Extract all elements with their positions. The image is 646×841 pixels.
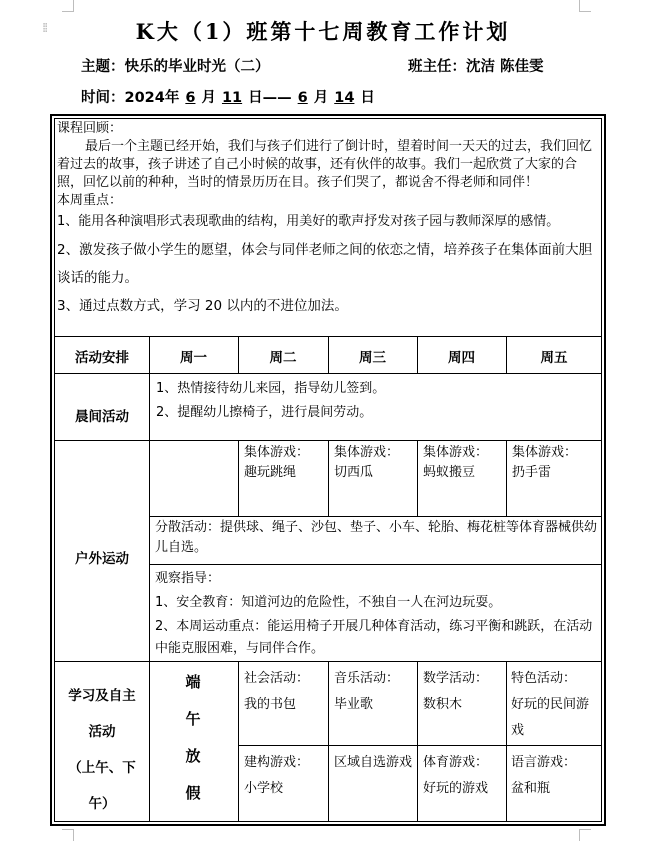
course-review	[55, 120, 603, 320]
game-thu-name: 蚂蚁搬豆	[423, 465, 476, 480]
guide-line-2: 2、本周运动重点：能运用椅子开展几种体育活动，练习平衡和跳跃，在活动中能克服困难，与同伴合作。	[155, 619, 593, 656]
language-game-title: 语言游戏：	[511, 755, 577, 770]
game-fri-title: 集体游戏：	[512, 445, 578, 460]
rule-games-bottom	[149, 516, 602, 517]
crop-mark-top-left	[62, 0, 74, 12]
game-fri-name: 扔手雷	[512, 465, 552, 480]
sport-game-title: 体育游戏：	[423, 755, 489, 770]
rule-games-col-1	[238, 440, 239, 516]
rule-study-col-2	[328, 661, 329, 821]
crop-mark-bottom-left	[62, 829, 74, 841]
theme-line: 主题：快乐的毕业时光（二）	[81, 59, 270, 75]
rule-games-col-2	[328, 440, 329, 516]
study-label-3: （上午、下	[68, 760, 136, 776]
time-day-end: 14	[334, 90, 355, 106]
holiday-char-2: 午	[185, 710, 201, 728]
focus-point-1: 1、能用各种演唱形式表现歌曲的结构，用美好的歌声抒发对孩子园与教师深厚的感情。	[57, 214, 560, 229]
area-game-title: 区域自选游戏	[334, 755, 413, 770]
language-game-name: 盆和瓶	[511, 781, 551, 796]
time-month-end: 6	[297, 90, 308, 106]
game-tue-title: 集体游戏：	[244, 445, 310, 460]
time-month-label-end: 月	[313, 90, 329, 106]
time-day-start: 11	[221, 90, 243, 106]
review-heading: 课程回顾：	[57, 121, 123, 136]
game-wed-name: 切西瓜	[334, 465, 374, 480]
sport-game-name: 好玩的游戏	[423, 781, 489, 796]
music-activity-title: 音乐活动：	[334, 671, 400, 686]
time-month-start: 6	[185, 90, 196, 106]
header-mon: 周一	[180, 350, 207, 366]
crop-mark-top-right	[579, 0, 591, 12]
crop-mark-bottom-right	[579, 829, 591, 841]
outdoor-label: 户外运动	[75, 551, 129, 567]
rule-study-middle	[238, 745, 602, 746]
rule-free-bottom	[149, 564, 602, 565]
time-prefix: 时间：2024年	[81, 90, 180, 106]
focus-point-2: 2、激发孩子做小学生的愿望，体会与同伴老师之间的依恋之情，培养孩子在集体面前大胆谈话的能力。	[57, 242, 593, 286]
page-title: K大（1）班第十七周教育工作计划	[135, 19, 511, 44]
free-activity-text: 分散活动：提供球、绳子、沙包、垫子、小车、轮胎、梅花桩等体育器械供幼儿自选。	[155, 520, 598, 555]
social-activity-name: 我的书包	[244, 697, 297, 712]
build-game-name: 小学校	[244, 781, 284, 796]
special-activity-title: 特色活动：	[511, 671, 577, 686]
morning-label: 晨间活动	[75, 409, 129, 425]
music-activity-name: 毕业歌	[334, 697, 374, 712]
study-label-4: 午）	[88, 796, 116, 812]
header-activity: 活动安排	[75, 350, 129, 366]
header-fri: 周五	[540, 350, 568, 366]
holiday-char-3: 放	[185, 747, 201, 765]
focus-heading: 本周重点：	[57, 193, 123, 208]
teacher-line: 班主任：沈洁 陈佳雯	[408, 59, 544, 75]
study-label-2: 活动	[88, 724, 116, 740]
time-separator: 日——	[248, 90, 292, 106]
header-tue: 周二	[269, 350, 297, 366]
drag-handle-icon[interactable]: ⁞⁞	[42, 21, 47, 36]
math-activity-name: 数积木	[423, 697, 463, 712]
time-month-label: 月	[201, 90, 216, 106]
special-activity-name: 好玩的民间游戏	[511, 697, 590, 738]
holiday-char-1: 端	[185, 673, 201, 691]
focus-point-3: 3、通过点数方式，学习 20 以内的不进位加法。	[57, 298, 348, 314]
rule-study-col-1	[238, 661, 239, 821]
guide-heading: 观察指导：	[155, 571, 221, 586]
header-thu: 周四	[448, 350, 475, 366]
game-thu-title: 集体游戏：	[423, 445, 489, 460]
time-line	[81, 86, 375, 107]
review-text: 最后一个主题已经开始，我们与孩子们进行了倒计时，望着时间一天天的过去，我们回忆着过去的故事，孩子讲述了自己小时候的故事，还有伙伴的故事。我们一起欣赏了大家的合照，回忆以前的种种，当时的情景历历在目。孩子们哭了，都说舍不得老师和同伴！	[57, 139, 593, 190]
study-label-1: 学习及自主	[68, 688, 136, 704]
guide-line-1: 1、安全教育：知道河边的危险性，不独自一人在河边玩耍。	[155, 595, 502, 610]
build-game-title: 建构游戏：	[244, 755, 310, 770]
header-wed: 周三	[359, 350, 386, 366]
time-day-label: 日	[360, 90, 375, 106]
holiday-char-4: 假	[185, 784, 201, 802]
game-tue-name: 趣玩跳绳	[244, 465, 297, 480]
rule-label-col	[149, 336, 150, 821]
social-activity-title: 社会活动：	[244, 671, 310, 686]
morning-line-1: 1、热情接待幼儿来园，指导幼儿签到。	[156, 381, 386, 396]
math-activity-title: 数学活动：	[423, 671, 489, 686]
game-wed-title: 集体游戏：	[334, 445, 400, 460]
rule-header-bottom	[55, 373, 602, 374]
morning-line-2: 2、提醒幼儿擦椅子，进行晨间劳动。	[156, 405, 373, 420]
